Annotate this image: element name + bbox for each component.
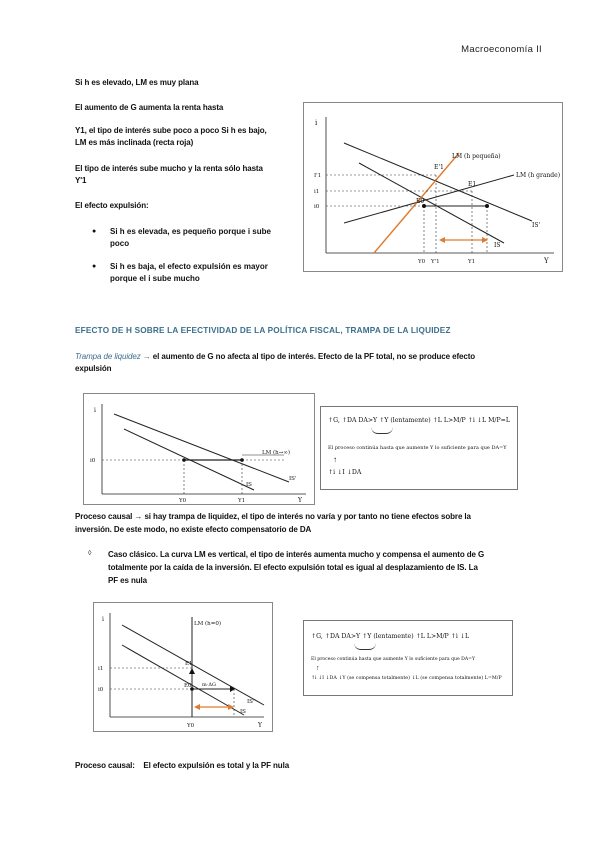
label-e0: E0: [416, 198, 425, 205]
trampa-paragraph: Trampa de liquidez → el aumento de G no afecta al tipo de interés. Efecto de la PF total, no se produce efecto: [75, 352, 476, 361]
trampa-line2: expulsión: [75, 364, 112, 373]
process-line-1: ↑G, ↑DA DA>Y ↑Y (lentamente) ↑L L>M/P ↑i ↓L: [311, 633, 470, 640]
label-e1-prime: E'1: [434, 164, 444, 171]
figure-lm-slope: [303, 102, 563, 272]
label-i0: i0: [90, 458, 96, 464]
brace-icon: [371, 427, 393, 434]
label-y0: Y0: [179, 498, 187, 504]
intro-p5: El efecto expulsión:: [75, 201, 149, 210]
label-e0: E0: [184, 683, 192, 689]
intro-p4a: El tipo de interés sube mucho y la renta sólo hasta: [75, 164, 263, 173]
process-line-3: ↑i ↓I ↓DA: [328, 469, 362, 476]
list-item: ● Si h es elevada, es pequeño porque i sube poco: [92, 226, 292, 250]
label-is-prime: IS': [247, 699, 255, 705]
causal1-l2: inversión. De este modo, no existe efecto compensatorio de DA: [75, 525, 312, 534]
axis-label-i: i: [315, 119, 318, 127]
label-y1: Y1: [238, 498, 246, 504]
clasico-l2: totalmente por la caída de la inversión. El efecto expulsión total es igual al desplazamiento de IS. La: [108, 563, 478, 572]
label-is-prime: IS': [532, 222, 541, 229]
label-lm-big: LM (h grande): [516, 172, 561, 179]
label-lm: LM (h→∞): [262, 450, 291, 456]
label-i0: i0: [98, 687, 104, 693]
label-is-prime: IS': [289, 476, 297, 482]
diamond-bullet-icon: ◊: [88, 550, 92, 557]
process-box-classic: [303, 620, 513, 696]
label-is: IS: [494, 242, 501, 249]
label-i1: i1: [314, 189, 320, 195]
causal2: Proceso causal: El efecto expulsión es total y la PF nula: [75, 761, 290, 770]
trampa-term: Trampa de liquidez: [75, 352, 141, 361]
process-line-2: El proceso continúa hasta que aumente Y lo suficiente para que DA=Y: [328, 445, 507, 451]
page-header: Macroeconomía II: [461, 44, 542, 55]
clasico-l3: PF es nula: [108, 576, 148, 585]
axis-label-i: i: [94, 407, 96, 414]
figure-classic-case: [93, 602, 273, 732]
brace-icon: [354, 643, 376, 650]
axis-label-y: Y: [258, 722, 262, 729]
label-y0: Y0: [418, 259, 426, 265]
intro-p1: Si h es elevado, LM es muy plana: [75, 78, 199, 87]
up-arrow-icon: ↑: [333, 455, 337, 464]
label-lm-small: LM (h pequeña): [452, 153, 501, 160]
label-e1: E1: [468, 181, 477, 188]
crowding-out-list: [92, 226, 292, 296]
up-arrow-icon: ↑: [316, 665, 320, 672]
label-is: IS: [246, 482, 252, 488]
label-delta-g: m·ΔG: [202, 682, 216, 688]
label-y1-prime: Y'1: [431, 259, 440, 265]
label-e1: E1: [185, 661, 193, 667]
section-title: EFECTO DE H SOBRE LA EFECTIVIDAD DE LA POLÍTICA FISCAL, TRAMPA DE LA LIQUIDEZ: [75, 326, 451, 335]
label-i1: i1: [98, 666, 104, 672]
list-item: ● Si h es baja, el efecto expulsión es mayor porque el i sube mucho: [92, 261, 292, 285]
axis-label-i: i: [102, 616, 104, 623]
axis-label-y: Y: [298, 497, 302, 504]
figure-liquidity-trap: [83, 393, 315, 505]
label-y0: Y0: [187, 723, 195, 729]
intro-p3a: Y1, el tipo de interés sube poco a poco Si h es bajo,: [75, 126, 267, 135]
intro-p3b: LM es más inclinada (recta roja): [75, 138, 194, 147]
process-line-3: ↑i ↓I ↓DA ↓Y (se compensa totalmente) ↓L (se compensa totalmente) L=M/P: [311, 676, 502, 681]
label-y1: Y1: [468, 259, 476, 265]
label-is: IS: [240, 709, 246, 715]
intro-p4b: Y'1: [75, 176, 87, 185]
process-line-1: ↑G, ↑DA DA>Y ↑Y (lentamente) ↑L L>M/P ↑i ↓L M/P=L: [328, 417, 510, 424]
process-line-2: El proceso continúa hasta que aumente Y lo suficiente para que DA=Y: [311, 657, 476, 662]
clasico-l1: Caso clásico. La curva LM es vertical, el tipo de interés aumenta mucho y compensa el aumento de G: [108, 550, 485, 559]
label-i1-prime: I'1: [314, 173, 322, 179]
process-box-trap: [320, 406, 518, 490]
intro-p2: El aumento de G aumenta la renta hasta: [75, 103, 224, 112]
causal1-l1: Proceso causal → si hay trampa de liquidez, el tipo de interés no varía y por tanto no tiene efectos sobre la: [75, 512, 471, 521]
label-lm: LM (h=0): [194, 621, 221, 627]
label-i0: i0: [314, 204, 320, 210]
axis-label-y: Y: [544, 257, 549, 265]
